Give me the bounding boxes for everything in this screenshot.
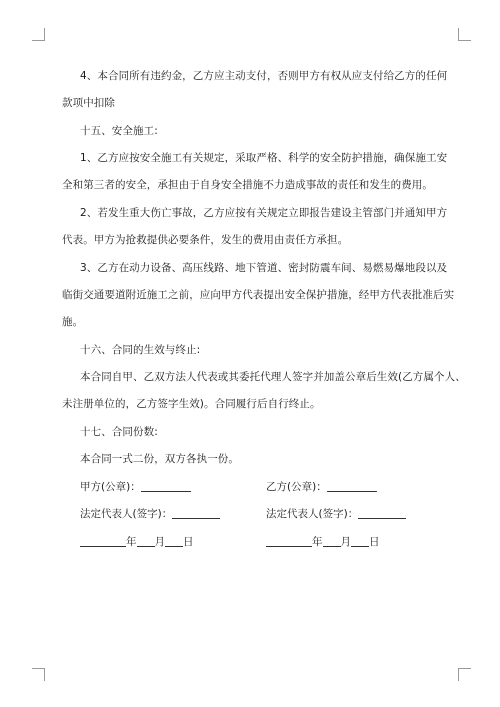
section-15-heading: 十五、安全施工: [80,125,158,137]
section-15-p3-line-2: 临街交通要道附近施工之前，应向甲方代表提出安全保护措施，经甲方代表批准后实 [62,289,455,301]
clause-4-line-2: 款项中扣除 [62,97,115,109]
party-a-seal-label: 甲方(公章)： [80,481,141,493]
corner-mark-top-right [458,28,471,41]
day-blank [351,534,369,547]
section-16-heading: 十六、合同的生效与终止: [80,344,201,356]
month-label: 月 [154,536,165,548]
day-blank [165,534,183,547]
year-blank [266,534,312,547]
month-blank [323,534,341,547]
party-b-rep-label: 法定代表人(签字)： [266,508,359,520]
section-15-p2-line-2: 代表。甲方为抢救提供必要条件，发生的费用由责任方承担。 [62,234,349,246]
party-a-rep-blank [172,506,220,519]
section-17-heading: 十七、合同份数: [80,426,158,438]
section-16-p1-line-2: 未注册单位的，乙方签字生效)。合同履行后自行终止。 [62,398,321,410]
party-a-date [80,534,194,549]
section-15-p2-line-1: 2、若发生重大伤亡事故，乙方应按有关规定立即报告建设主管部门并通知甲方 [80,207,448,219]
corner-mark-bottom-right [458,668,471,681]
section-15-p3-line-1: 3、乙方在动力设备、高压线路、地下管道、密封防震车间、易燃易爆地段以及 [80,262,448,274]
day-label: 日 [369,536,380,548]
section-15-p1-line-1: 1、乙方应按安全施工有关规定，采取严格、科学的安全防护措施，确保施工安 [80,152,448,164]
party-b-seal-label: 乙方(公章)： [266,481,327,493]
party-b-rep-blank [358,506,406,519]
year-blank [80,534,126,547]
section-15-p3-line-3: 施。 [62,316,84,328]
party-b-representative [266,506,406,521]
party-b-date [266,534,380,549]
party-a-representative [80,506,220,521]
section-17-p1: 本合同一式二份，双方各执一份。 [80,453,239,465]
corner-mark-top-left [32,28,45,41]
month-label: 月 [340,536,351,548]
year-label: 年 [312,536,323,548]
clause-4-line-1: 4、本合同所有违约金，乙方应主动支付，否则甲方有权从应支付给乙方的任何 [80,70,448,82]
party-a-seal [80,479,191,494]
party-a-rep-label: 法定代表人(签字)： [80,508,173,520]
party-b-seal [266,479,377,494]
section-16-p1-line-1: 本合同自甲、乙双方法人代表或其委托代理人签字并加盖公章后生效(乙方属个人、 [80,371,466,383]
party-a-seal-blank [141,479,191,492]
section-15-p1-line-2: 全和第三者的安全，承担由于自身安全措施不力造成事故的责任和发生的费用。 [62,179,433,191]
day-label: 日 [183,536,194,548]
party-b-seal-blank [327,479,377,492]
corner-mark-bottom-left [32,668,45,681]
month-blank [137,534,155,547]
year-label: 年 [126,536,137,548]
